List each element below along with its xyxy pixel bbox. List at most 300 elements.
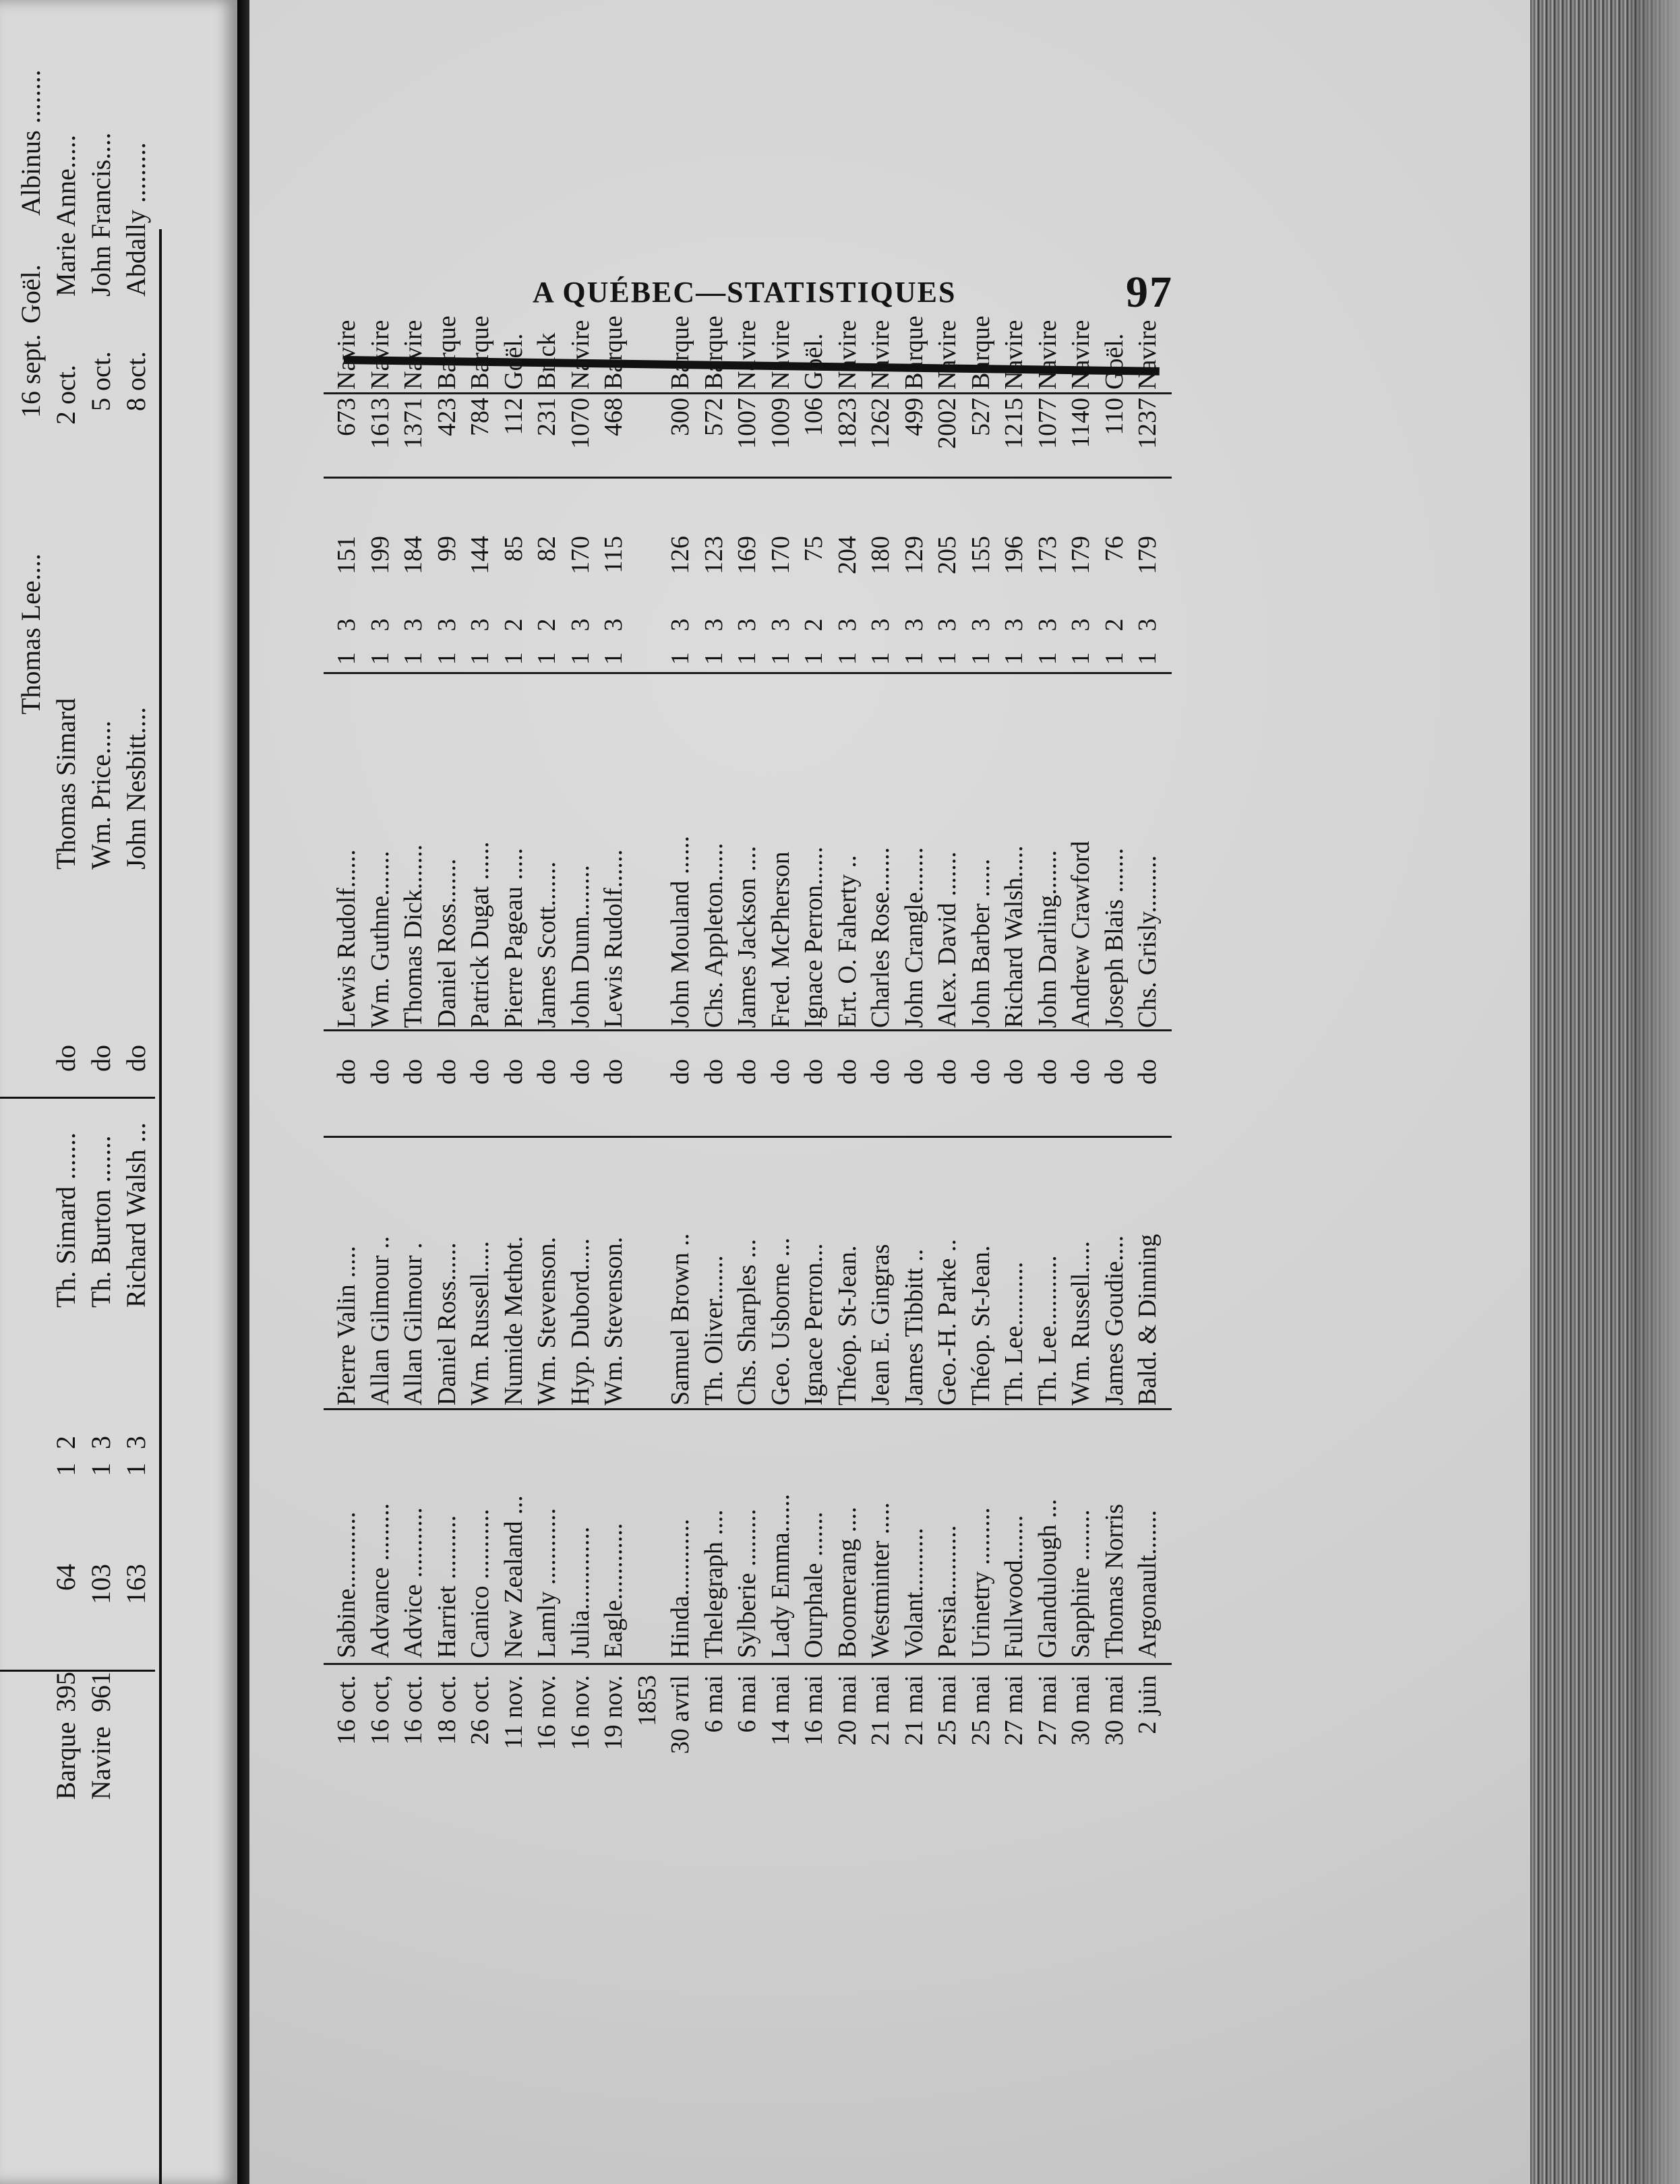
- facing-n1: 1: [51, 1463, 81, 1476]
- facing-date: 16 sept.: [16, 334, 46, 418]
- cell-men: 123: [699, 536, 728, 574]
- cell-n2: 3: [1033, 618, 1062, 632]
- cell-men: 144: [466, 536, 494, 574]
- cell-n2: 3: [365, 618, 394, 632]
- cell-master: John Crangle.......: [899, 847, 928, 1028]
- cell-master: Lewis Rudolf......: [599, 849, 628, 1028]
- cell-n2: 3: [566, 618, 595, 632]
- cell-ton: 1140: [1067, 398, 1095, 448]
- facing-date: 8 oct.: [121, 351, 151, 411]
- cell-rig: Navire: [1133, 320, 1162, 390]
- cell-men: 169: [733, 536, 761, 574]
- cell-date: 30 avril: [666, 1675, 694, 1755]
- cell-n2: 3: [966, 618, 995, 632]
- table-row: [397, 310, 430, 1820]
- cell-date: 16 nov.: [533, 1675, 561, 1751]
- cell-rig: Goël.: [800, 333, 828, 390]
- shipping-table: [324, 310, 1160, 1820]
- cell-ship: Hinda............: [666, 1519, 694, 1658]
- table-row: [531, 310, 564, 1820]
- year-row: [631, 310, 664, 1820]
- table-row: [431, 310, 464, 1820]
- facing-owner: Thomas Lee....: [16, 553, 46, 715]
- cell-men: 180: [866, 536, 895, 574]
- cell-date: 27 mai: [1000, 1675, 1028, 1746]
- facing-column-rule: [0, 1097, 155, 1099]
- cell-n2: 2: [499, 618, 528, 632]
- cell-port: do: [466, 1059, 494, 1085]
- cell-men: 179: [1067, 536, 1095, 574]
- facing-bottom-rule: [159, 229, 162, 2184]
- cell-men: 85: [499, 536, 528, 562]
- cell-men: 204: [833, 536, 862, 574]
- cell-owner: Allan Gilmour .: [399, 1242, 427, 1405]
- cell-date: 25 mai: [933, 1675, 961, 1746]
- cell-master: James Scott.......: [533, 861, 561, 1028]
- cell-rig: Barque: [666, 315, 694, 390]
- cell-n1: 1: [933, 652, 961, 665]
- cell-ship: Ourphale .......: [800, 1511, 828, 1658]
- facing-owner: Thomas Simard: [51, 698, 81, 870]
- cell-owner: Daniel Ross......: [432, 1242, 461, 1405]
- column-rule: [324, 1136, 1172, 1138]
- table-row: [498, 310, 531, 1820]
- cell-ton: 300: [666, 398, 694, 436]
- table-row: [965, 310, 998, 1820]
- cell-port: do: [1000, 1059, 1028, 1085]
- cell-port: do: [800, 1059, 828, 1085]
- page-edge-shade: [1631, 0, 1680, 2184]
- cell-owner: Th. Oliver.......: [699, 1255, 728, 1405]
- cell-owner: Numide Methot.: [499, 1236, 528, 1405]
- cell-master: James Jackson ....: [733, 845, 761, 1028]
- cell-men: 82: [533, 536, 561, 562]
- cell-date: 1853: [632, 1675, 661, 1726]
- cell-ton: 1077: [1033, 398, 1062, 449]
- cell-date: 14 mai: [766, 1675, 795, 1746]
- cell-ton: 527: [966, 398, 995, 436]
- cell-n1: 1: [866, 652, 895, 665]
- cell-ship: Glandulough ...: [1033, 1498, 1062, 1658]
- table-row: [698, 310, 731, 1820]
- cell-rig: Brick: [533, 332, 561, 390]
- cell-n2: 2: [1100, 618, 1129, 632]
- column-rule: [324, 1408, 1172, 1410]
- cell-port: do: [699, 1059, 728, 1085]
- table-row: [364, 310, 397, 1820]
- cell-master: John Mouland ......: [666, 836, 694, 1028]
- facing-rig: Navire: [86, 1726, 116, 1800]
- cell-ship: New Zealand ...: [499, 1495, 528, 1658]
- cell-men: 76: [1100, 536, 1129, 562]
- cell-n1: 1: [766, 652, 795, 665]
- cell-n1: 1: [466, 652, 494, 665]
- facing-page: [0, 0, 237, 2184]
- cell-owner: Samuel Brown ..: [666, 1233, 694, 1405]
- cell-master: Thomas Dick.......: [399, 844, 427, 1028]
- cell-owner: Wm. Stevenson.: [533, 1236, 561, 1405]
- cell-master: Richard Walsh.....: [1000, 845, 1028, 1028]
- cell-ton: 784: [466, 398, 494, 436]
- cell-n2: 3: [332, 618, 361, 632]
- facing-ton: 961: [86, 1672, 116, 1712]
- table-row: [1098, 310, 1131, 1820]
- cell-port: do: [833, 1059, 862, 1085]
- cell-n1: 1: [1000, 652, 1028, 665]
- cell-n1: 1: [566, 652, 595, 665]
- cell-n2: 3: [1133, 618, 1162, 632]
- cell-owner: Ignace Perron...: [800, 1243, 828, 1405]
- cell-ton: 2002: [933, 398, 961, 449]
- cell-owner: Th. Lee...........: [1033, 1255, 1062, 1405]
- facing-rig: Goël.: [16, 264, 46, 324]
- facing-port: do: [121, 1045, 151, 1072]
- cell-rig: Barque: [899, 315, 928, 390]
- cell-owner: James Tibbitt ..: [899, 1248, 928, 1405]
- facing-n1: 1: [86, 1463, 116, 1476]
- cell-port: do: [1133, 1059, 1162, 1085]
- table-row: [764, 310, 798, 1820]
- cell-n2: 3: [666, 618, 694, 632]
- cell-ton: 106: [800, 398, 828, 436]
- cell-date: 6 mai: [733, 1675, 761, 1733]
- cell-ship: Sapphire ........: [1067, 1509, 1095, 1658]
- cell-n1: 1: [599, 652, 628, 665]
- cell-ton: 231: [533, 398, 561, 436]
- cell-n1: 1: [332, 652, 361, 665]
- cell-n1: 1: [833, 652, 862, 665]
- cell-rig: Navire: [566, 320, 595, 390]
- cell-owner: James Goudie....: [1100, 1235, 1129, 1405]
- cell-ton: 673: [332, 398, 361, 436]
- cell-date: 2 juin: [1133, 1675, 1162, 1734]
- cell-date: 16 oct,: [365, 1675, 394, 1745]
- cell-port: do: [933, 1059, 961, 1085]
- cell-rig: Barque: [599, 315, 628, 390]
- facing-date: 5 oct.: [86, 351, 116, 411]
- cell-ton: 499: [899, 398, 928, 436]
- cell-master: Andrew Crawford: [1067, 841, 1095, 1028]
- cell-rig: Navire: [833, 320, 862, 390]
- cell-owner: Geo. Usborne ...: [766, 1237, 795, 1405]
- column-rule: [324, 477, 1172, 479]
- cell-men: 179: [1133, 536, 1162, 574]
- cell-n2: 2: [800, 618, 828, 632]
- cell-men: 170: [766, 536, 795, 574]
- cell-ton: 1262: [866, 398, 895, 449]
- cell-ship: Sylberie .........: [733, 1509, 761, 1658]
- cell-ton: 1613: [365, 398, 394, 449]
- cell-port: do: [966, 1059, 995, 1085]
- cell-port: do: [766, 1059, 795, 1085]
- cell-men: 196: [1000, 536, 1028, 574]
- cell-port: do: [666, 1059, 694, 1085]
- cell-men: 199: [365, 536, 394, 574]
- cell-master: Ert. O. Faherty ..: [833, 855, 862, 1028]
- cell-rig: Goël.: [1100, 333, 1129, 390]
- cell-ship: Lady Emma......: [766, 1494, 795, 1658]
- cell-master: Patrick Dugat ......: [466, 841, 494, 1028]
- cell-n1: 1: [966, 652, 995, 665]
- cell-ton: 112: [499, 398, 528, 435]
- cell-date: 6 mai: [699, 1675, 728, 1733]
- cell-rig: Navire: [1000, 320, 1028, 390]
- cell-date: 26 oct.: [466, 1675, 494, 1745]
- cell-ship: Sabine............: [332, 1511, 361, 1658]
- facing-men: 163: [121, 1564, 151, 1604]
- facing-master: Th. Burton .......: [86, 1135, 116, 1308]
- cell-ton: 110: [1100, 398, 1129, 435]
- table-row: [464, 310, 497, 1820]
- cell-master: John Darling.......: [1033, 850, 1062, 1028]
- cell-rig: Goël.: [499, 333, 528, 390]
- cell-master: Ignace Perron......: [800, 846, 828, 1028]
- cell-rig: Barque: [466, 315, 494, 390]
- cell-men: 170: [566, 536, 595, 574]
- cell-rig: Navire: [866, 320, 895, 390]
- cell-ship: Boomerang ....: [833, 1507, 862, 1658]
- facing-owner: John Nesbitt....: [121, 706, 151, 870]
- cell-date: 16 oct.: [332, 1675, 361, 1745]
- cell-n2: 3: [466, 618, 494, 632]
- cell-n2: 3: [866, 618, 895, 632]
- cell-n1: 1: [733, 652, 761, 665]
- cell-port: do: [599, 1059, 628, 1085]
- cell-port: do: [399, 1059, 427, 1085]
- cell-ton: 1215: [1000, 398, 1028, 449]
- cell-n1: 1: [800, 652, 828, 665]
- cell-n2: 3: [432, 618, 461, 632]
- cell-ton: 468: [599, 398, 628, 436]
- cell-port: do: [499, 1059, 528, 1085]
- table-row: [731, 310, 764, 1820]
- running-head: A QUÉBEC—STATISTIQUES: [533, 276, 957, 309]
- cell-ship: Advice ...........: [399, 1507, 427, 1658]
- cell-owner: Th. Lee..........: [1000, 1261, 1028, 1405]
- cell-men: 115: [599, 536, 628, 574]
- facing-n1: 1: [121, 1463, 151, 1476]
- facing-ship: Abdally .........: [121, 142, 151, 297]
- cell-n1: 1: [666, 652, 694, 665]
- cell-n2: 3: [933, 618, 961, 632]
- cell-date: 16 mai: [800, 1675, 828, 1746]
- facing-ship: Marie Anne.....: [51, 135, 81, 297]
- cell-ship: Advance .........: [365, 1503, 394, 1658]
- table-row: [1131, 310, 1164, 1820]
- cell-ton: 1823: [833, 398, 862, 449]
- book-gutter: [237, 0, 249, 2184]
- cell-men: 155: [966, 536, 995, 574]
- cell-port: do: [1067, 1059, 1095, 1085]
- cell-n1: 1: [533, 652, 561, 665]
- cell-men: 151: [332, 536, 361, 574]
- facing-n2: 3: [86, 1436, 116, 1449]
- cell-date: 21 mai: [866, 1675, 895, 1746]
- cell-rig: Navire: [365, 320, 394, 390]
- cell-n1: 1: [1133, 652, 1162, 665]
- column-rule: [324, 392, 1172, 394]
- cell-n2: 3: [766, 618, 795, 632]
- cell-rig: Navire: [332, 320, 361, 390]
- cell-owner: Wm. Stevenson.: [599, 1236, 628, 1405]
- cell-n2: 3: [599, 618, 628, 632]
- facing-ship: Albinus ........: [16, 69, 46, 216]
- cell-n2: 3: [1067, 618, 1095, 632]
- cell-rig: Navire: [766, 320, 795, 390]
- cell-rig: Barque: [966, 315, 995, 390]
- cell-n1: 1: [499, 652, 528, 665]
- table-row: [898, 310, 931, 1820]
- cell-port: do: [1100, 1059, 1129, 1085]
- cell-men: 173: [1033, 536, 1062, 574]
- cell-ship: Thomas Norris: [1100, 1503, 1129, 1658]
- cell-rig: Navire: [399, 320, 427, 390]
- cell-owner: Chs. Sharples ...: [733, 1239, 761, 1405]
- cell-n2: 3: [399, 618, 427, 632]
- table-row: [597, 310, 630, 1820]
- facing-master: Richard Walsh ...: [121, 1122, 151, 1308]
- table-row: [1031, 310, 1064, 1820]
- cell-master: Daniel Ross.......: [432, 858, 461, 1028]
- cell-master: Joseph Blais .......: [1100, 847, 1129, 1028]
- cell-master: Alex. David .......: [933, 851, 961, 1028]
- page-number: 97: [1126, 268, 1173, 317]
- cell-date: 30 mai: [1100, 1675, 1129, 1746]
- facing-men: 64: [51, 1564, 81, 1591]
- cell-n1: 1: [432, 652, 461, 665]
- cell-date: 30 mai: [1067, 1675, 1095, 1746]
- cell-master: John Barber ......: [966, 858, 995, 1028]
- cell-n1: 1: [899, 652, 928, 665]
- table-row: [831, 310, 864, 1820]
- facing-men: 103: [86, 1564, 116, 1604]
- cell-men: 126: [666, 536, 694, 574]
- cell-ship: Julia.............: [566, 1526, 595, 1658]
- cell-date: 21 mai: [899, 1675, 928, 1746]
- facing-rig: Barque: [51, 1722, 81, 1800]
- cell-master: Chs. Appleton......: [699, 843, 728, 1028]
- cell-ship: Thelegraph ....: [699, 1509, 728, 1658]
- cell-ton: 1371: [399, 398, 427, 449]
- cell-port: do: [733, 1059, 761, 1085]
- table-row: [931, 310, 964, 1820]
- cell-ship: Volant..........: [899, 1527, 928, 1658]
- cell-n2: 2: [533, 618, 561, 632]
- table-row: [664, 310, 697, 1820]
- cell-port: do: [332, 1059, 361, 1085]
- cell-port: do: [365, 1059, 394, 1085]
- table-row: [330, 310, 363, 1820]
- cell-owner: Wm. Russell.....: [1067, 1241, 1095, 1405]
- facing-port: do: [86, 1045, 116, 1072]
- cell-ship: Fullwood.......: [1000, 1515, 1028, 1658]
- cell-ton: 423: [432, 398, 461, 436]
- table-row: [864, 310, 897, 1820]
- cell-men: 99: [432, 536, 461, 562]
- cell-owner: Allan Gilmour ..: [365, 1236, 394, 1405]
- facing-port: do: [51, 1045, 81, 1072]
- cell-men: 205: [933, 536, 961, 574]
- cell-rig: Navire: [1067, 320, 1095, 390]
- cell-ship: Harriet ..........: [432, 1515, 461, 1658]
- table-row: [998, 310, 1031, 1820]
- cell-owner: Pierre Valin .....: [332, 1246, 361, 1405]
- cell-ship: Lamly ............: [533, 1508, 561, 1658]
- cell-master: Chs. Grisly.........: [1133, 855, 1162, 1028]
- cell-men: 129: [899, 536, 928, 574]
- facing-master: Th. Simard .......: [51, 1132, 81, 1308]
- cell-master: Pierre Pageau .....: [499, 848, 528, 1028]
- cell-ton: 1237: [1133, 398, 1162, 449]
- cell-date: 19 nov.: [599, 1675, 628, 1751]
- facing-owner: Wm. Price.....: [86, 720, 116, 870]
- cell-port: do: [1033, 1059, 1062, 1085]
- cell-n1: 1: [699, 652, 728, 665]
- column-rule: [324, 1029, 1172, 1031]
- cell-ship: Canico ...........: [466, 1509, 494, 1658]
- cell-rig: Barque: [432, 315, 461, 390]
- column-rule: [324, 672, 1172, 674]
- cell-date: 20 mai: [833, 1675, 862, 1746]
- cell-date: 18 oct.: [432, 1675, 461, 1745]
- cell-n1: 1: [1067, 652, 1095, 665]
- cell-men: 184: [399, 536, 427, 574]
- cell-ton: 572: [699, 398, 728, 436]
- cell-master: Fred. McPherson: [766, 851, 795, 1028]
- cell-master: Lewis Rudolf......: [332, 849, 361, 1028]
- cell-rig: Barque: [699, 315, 728, 390]
- cell-owner: Théop. St-Jean.: [833, 1245, 862, 1405]
- cell-owner: Geo.-H. Parke ..: [933, 1239, 961, 1405]
- cell-master: Wm. Guthne.......: [365, 851, 394, 1028]
- cell-rig: Navire: [1033, 320, 1062, 390]
- cell-date: 11 nov.: [499, 1675, 528, 1750]
- facing-column-rule: [0, 1670, 155, 1672]
- cell-ton: 1007: [733, 398, 761, 449]
- cell-ship: Urinetry .........: [966, 1507, 995, 1658]
- cell-port: do: [566, 1059, 595, 1085]
- cell-n1: 1: [399, 652, 427, 665]
- cell-rig: Navire: [733, 320, 761, 390]
- cell-owner: Hyp. Dubord.....: [566, 1238, 595, 1405]
- cell-n2: 3: [1000, 618, 1028, 632]
- cell-men: 75: [800, 536, 828, 562]
- facing-ton: 395: [51, 1672, 81, 1712]
- table-row: [1064, 310, 1098, 1820]
- cell-n2: 3: [733, 618, 761, 632]
- cell-ship: Persia...........: [933, 1525, 961, 1658]
- facing-ship: John Francis....: [86, 132, 116, 297]
- cell-port: do: [899, 1059, 928, 1085]
- cell-n2: 3: [699, 618, 728, 632]
- cell-date: 16 oct.: [399, 1675, 427, 1745]
- cell-port: do: [533, 1059, 561, 1085]
- table-row: [564, 310, 597, 1820]
- cell-ship: Argonault.......: [1133, 1510, 1162, 1658]
- cell-ship: Eagle............: [599, 1523, 628, 1658]
- cell-n2: 3: [833, 618, 862, 632]
- column-rule: [324, 1663, 1172, 1665]
- cell-date: 25 mai: [966, 1675, 995, 1746]
- cell-ton: 1009: [766, 398, 795, 449]
- cell-n1: 1: [1033, 652, 1062, 665]
- cell-owner: Wm. Russell.....: [466, 1241, 494, 1405]
- cell-ton: 1070: [566, 398, 595, 449]
- cell-owner: Bald. & Dinning: [1133, 1234, 1162, 1405]
- facing-page-table: [0, 0, 237, 2184]
- cell-date: 16 nov.: [566, 1675, 595, 1751]
- cell-port: do: [432, 1059, 461, 1085]
